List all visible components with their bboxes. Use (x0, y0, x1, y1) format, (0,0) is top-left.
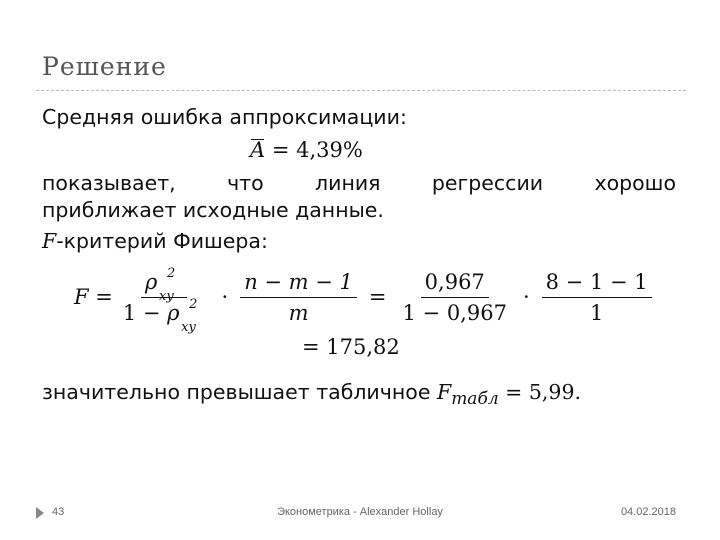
fraction-numerator: 8 − 1 − 1 (542, 267, 652, 298)
fraction-denominator: 1 (589, 301, 604, 325)
page-number: 43 (52, 506, 65, 518)
fraction-denominator: 1 − 0,967 (402, 301, 507, 325)
fisher-label: -критерий Фишера: (56, 229, 268, 253)
footer-text: Эконометрика - Alexander Hollay (277, 506, 443, 518)
mape-value: = 4,39% (271, 138, 363, 162)
description-line-2: приближает исходные данные. (42, 198, 384, 222)
desc-word: показывает, (42, 171, 176, 195)
fraction-degrees (240, 267, 357, 328)
slide-body (42, 104, 676, 413)
formula-result: = 175,82 (302, 335, 400, 359)
mape-symbol: A (250, 138, 266, 162)
fraction-numerator: 0,967 (421, 267, 489, 298)
title-divider (36, 90, 686, 91)
rho-symbol: ρ 2 xy (145, 266, 176, 304)
ftable-value: = 5,99. (498, 380, 582, 404)
fraction-numbers (542, 267, 652, 328)
rho-symbol: ρ 2 xy (167, 297, 198, 335)
ftable-variable: F (436, 380, 452, 404)
desc-word: хорошо (594, 171, 676, 195)
slide-title: Решение (42, 52, 167, 81)
description-line-1 (42, 170, 676, 197)
fraction-denominator: m (288, 301, 309, 325)
fraction-numerator: n − m − 1 (240, 267, 357, 298)
fraction-rho (119, 266, 210, 335)
conclusion-text: значительно превышает табличное (42, 380, 437, 404)
multiply-dot: · (522, 285, 530, 309)
fisher-formula (74, 266, 676, 335)
equals-sign: = (368, 285, 387, 309)
footer-date: 04.02.2018 (620, 506, 676, 518)
multiply-dot: · (221, 285, 229, 309)
heading-mape: Средняя ошибка аппроксимации: (42, 105, 407, 129)
ftable-subscript: табл (451, 389, 499, 410)
fisher-heading (42, 228, 676, 255)
mape-formula (250, 137, 676, 164)
desc-word: регрессии (431, 171, 544, 195)
fisher-variable: F (42, 229, 57, 253)
desc-word: линия (315, 171, 381, 195)
conclusion-line (42, 379, 676, 413)
formula-lhs: F = (74, 285, 113, 309)
desc-word: что (227, 171, 264, 195)
fraction-numerator (141, 266, 187, 304)
fraction-denominator: 1 − ρ 2 xy (119, 298, 210, 328)
fraction-values (399, 267, 511, 328)
